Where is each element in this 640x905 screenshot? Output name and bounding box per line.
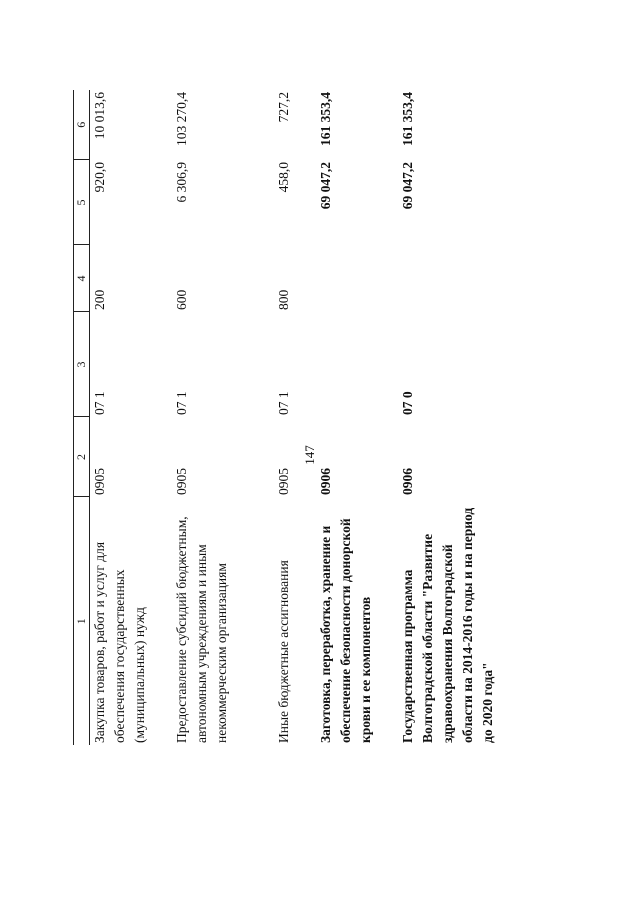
table-row xyxy=(316,90,398,745)
row-target: 07 1 xyxy=(92,391,107,415)
header-col-2: 2 xyxy=(74,417,90,497)
row-col5: 6 306,9 xyxy=(174,162,189,203)
row-col6: 161 353,4 xyxy=(400,92,415,146)
header-col-3: 3 xyxy=(74,312,90,417)
table-row xyxy=(172,90,274,745)
page-number: 147 xyxy=(302,445,317,465)
row-target xyxy=(316,312,398,417)
row-col5: 458,0 xyxy=(276,162,291,193)
table-row xyxy=(274,90,316,745)
row-name: Заготовка, переработка, хранение и обеспечение безопасности донорской крови и ее компонентов xyxy=(318,518,373,743)
row-name: Государственная программа Волгоградской области "Развитие здравоохранения Волгоградской области на 2014-2016 годы и на период до 2020 года" xyxy=(400,507,495,743)
row-expense xyxy=(398,245,498,312)
row-section: 0906 xyxy=(400,468,415,495)
row-col6: 10 013,6 xyxy=(92,92,107,140)
header-col-1: 1 xyxy=(74,497,90,745)
row-section: 0905 xyxy=(276,468,291,495)
row-section: 0906 xyxy=(318,468,333,495)
row-col6: 727,2 xyxy=(276,92,291,123)
row-name: Предоставление субсидий бюджетным, автономным учреждениям и иным некоммерческим организациям xyxy=(174,516,229,743)
budget-table xyxy=(73,90,498,745)
row-col6: 103 270,4 xyxy=(174,92,189,146)
row-section: 0905 xyxy=(174,468,189,495)
row-target: 07 1 xyxy=(276,391,291,415)
row-col5: 920,0 xyxy=(92,162,107,193)
row-col5: 69 047,2 xyxy=(318,162,333,210)
header-row xyxy=(74,90,90,745)
header-col-4: 4 xyxy=(74,245,90,312)
row-expense: 200 xyxy=(92,289,107,310)
row-expense: 600 xyxy=(174,289,189,310)
row-col5: 69 047,2 xyxy=(400,162,415,210)
row-name: Иные бюджетные ассигнования xyxy=(276,560,291,743)
header-col-5: 5 xyxy=(74,160,90,245)
row-target: 07 1 xyxy=(174,391,189,415)
rotated-table-container xyxy=(73,90,640,745)
header-col-6: 6 xyxy=(74,90,90,160)
row-col6: 161 353,4 xyxy=(318,92,333,146)
row-name: Закупка товаров, работ и услуг для обеспечения государственных (муниципальных) нужд xyxy=(92,541,147,743)
row-section: 0905 xyxy=(92,468,107,495)
table-row xyxy=(90,90,173,745)
table-row xyxy=(398,90,498,745)
row-target: 07 0 xyxy=(400,391,415,415)
row-expense: 800 xyxy=(276,289,291,310)
row-expense xyxy=(316,245,398,312)
